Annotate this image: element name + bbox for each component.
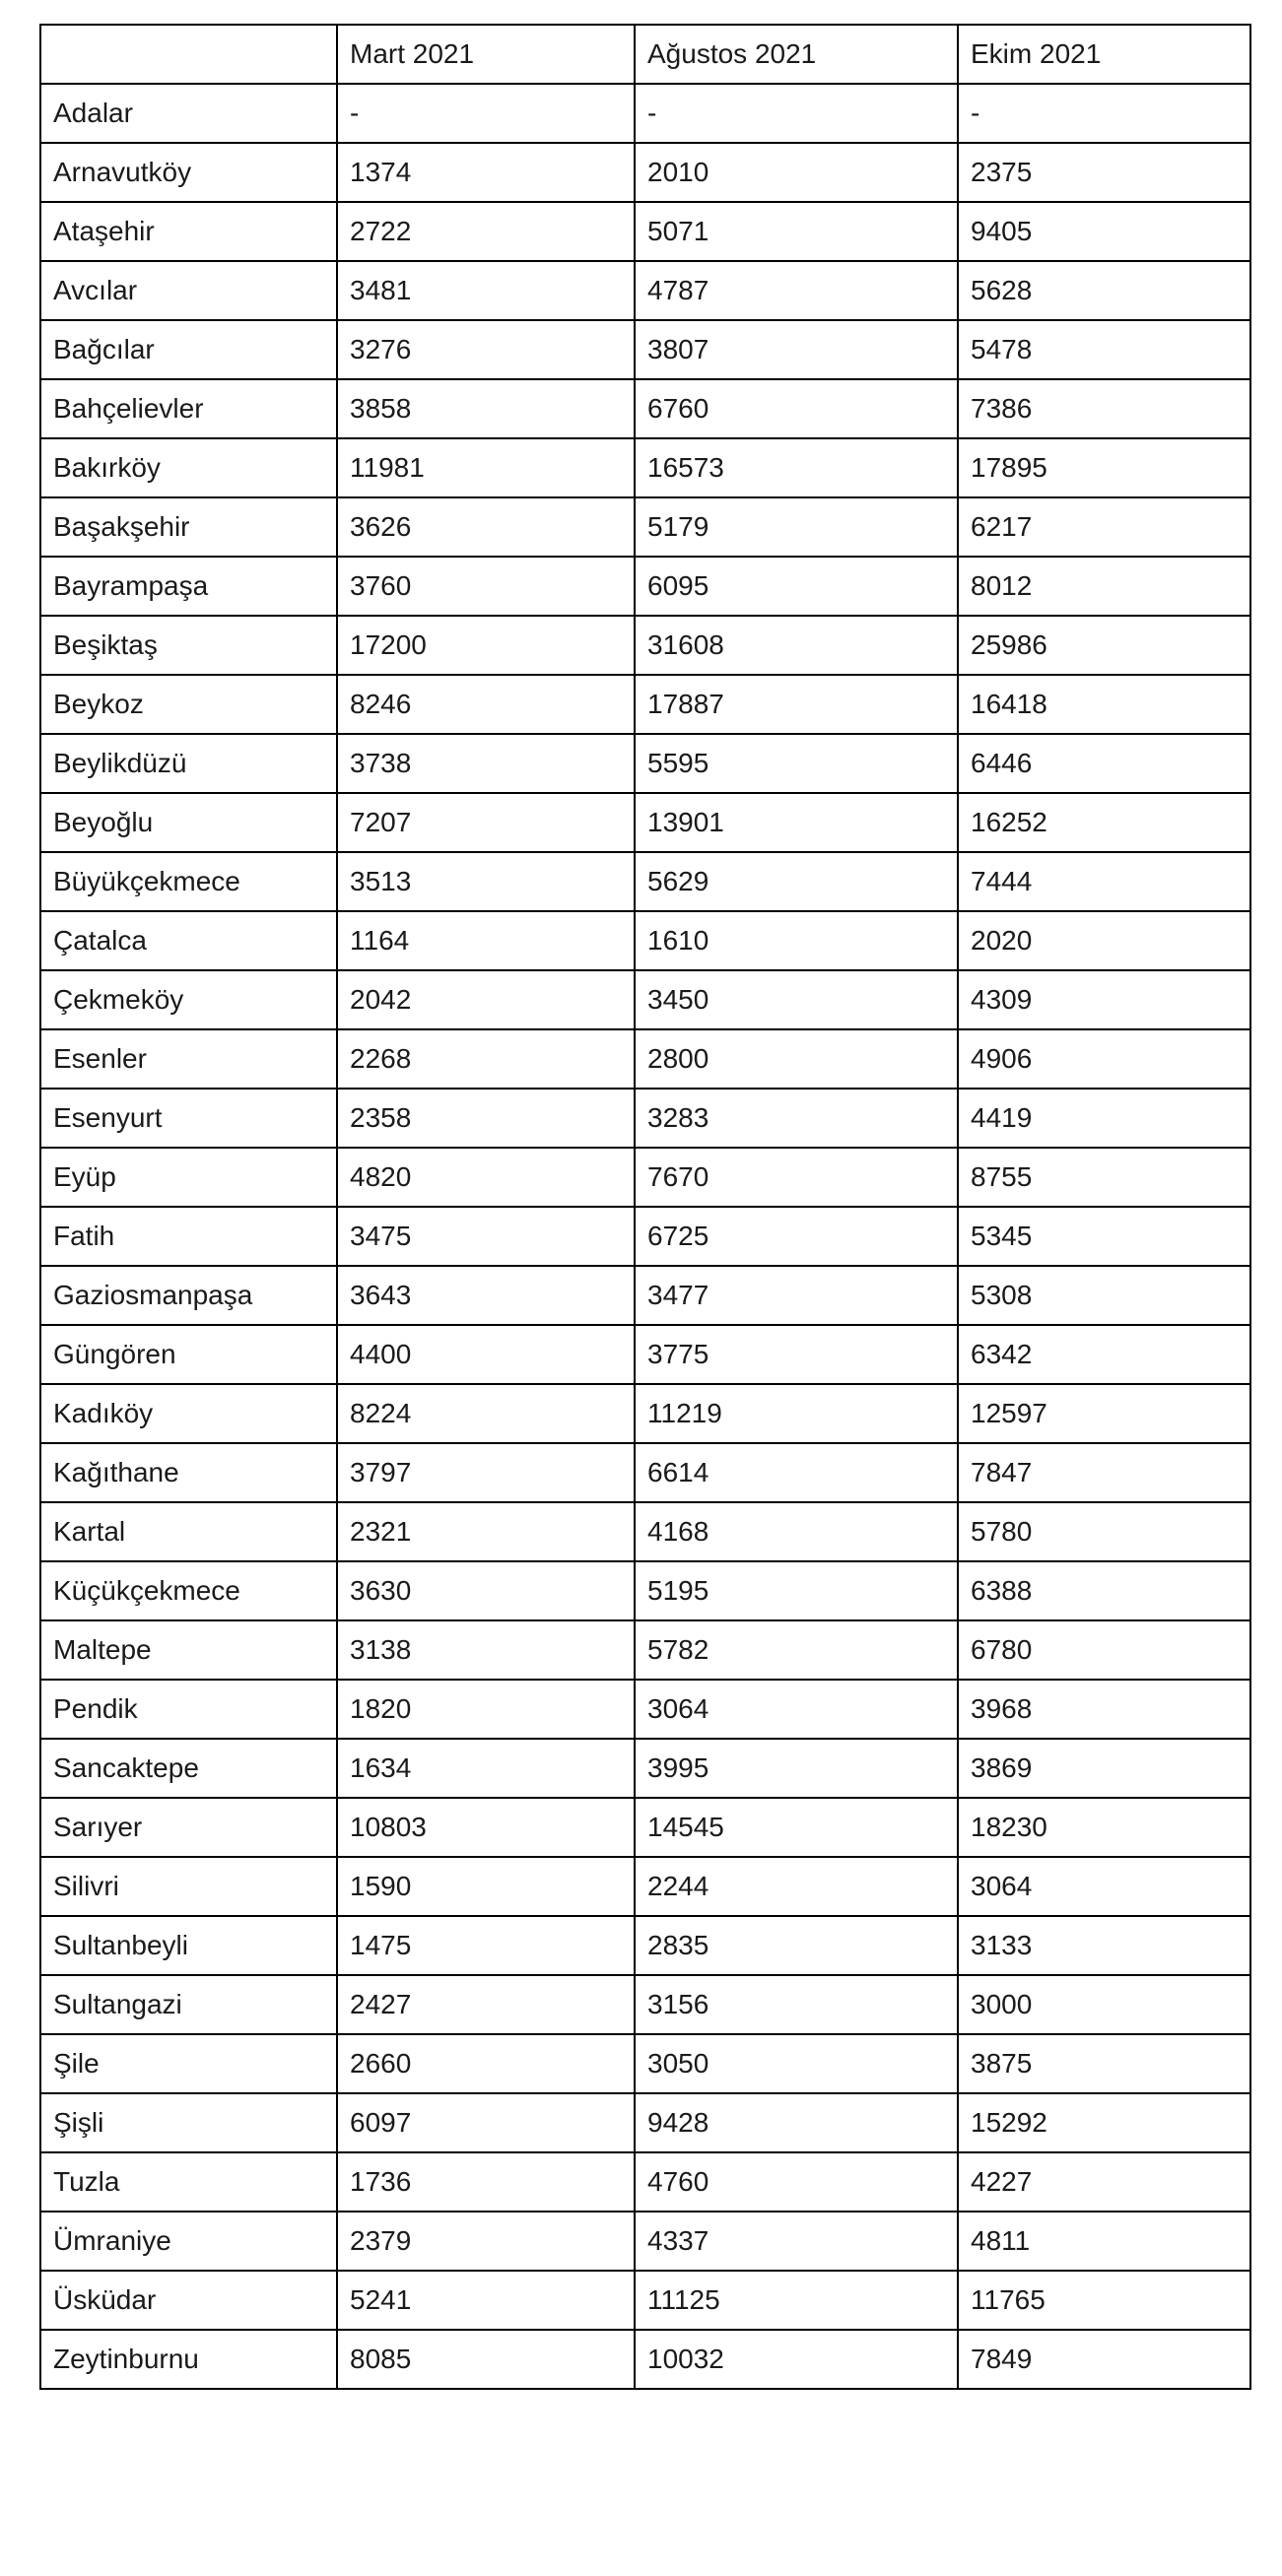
value-cell: 5629 — [635, 852, 958, 911]
value-cell: 3475 — [337, 1207, 635, 1266]
district-name-cell: Sultanbeyli — [40, 1916, 337, 1975]
value-cell: 7444 — [958, 852, 1250, 911]
value-cell: 4820 — [337, 1148, 635, 1207]
value-cell: 1820 — [337, 1680, 635, 1739]
value-cell: 2660 — [337, 2034, 635, 2093]
district-name-cell: Adalar — [40, 84, 337, 143]
district-name-cell: Fatih — [40, 1207, 337, 1266]
table-body — [40, 25, 1250, 2389]
value-cell: 14545 — [635, 1798, 958, 1857]
value-cell: 7849 — [958, 2330, 1250, 2389]
value-cell: - — [337, 84, 635, 143]
table-row — [40, 2093, 1250, 2152]
value-cell: 4168 — [635, 1502, 958, 1561]
value-cell: 2321 — [337, 1502, 635, 1561]
table-row — [40, 793, 1250, 852]
table-row — [40, 1739, 1250, 1798]
table-row — [40, 1975, 1250, 2034]
value-cell: 5179 — [635, 497, 958, 557]
value-cell: 3283 — [635, 1089, 958, 1148]
value-cell: 2358 — [337, 1089, 635, 1148]
value-cell: 5478 — [958, 320, 1250, 379]
value-cell: 6095 — [635, 557, 958, 616]
value-cell: 11981 — [337, 438, 635, 497]
value-cell: 5195 — [635, 1561, 958, 1620]
district-name-cell: Esenler — [40, 1029, 337, 1089]
value-cell: 6097 — [337, 2093, 635, 2152]
value-cell: 5628 — [958, 261, 1250, 320]
table-row — [40, 734, 1250, 793]
value-cell: 3738 — [337, 734, 635, 793]
value-cell: 3133 — [958, 1916, 1250, 1975]
district-name-cell: Beşiktaş — [40, 616, 337, 675]
table-row — [40, 1916, 1250, 1975]
district-name-cell: Bakırköy — [40, 438, 337, 497]
value-cell: 25986 — [958, 616, 1250, 675]
value-cell: 1475 — [337, 1916, 635, 1975]
value-cell: 3064 — [635, 1680, 958, 1739]
district-name-cell: Bağcılar — [40, 320, 337, 379]
data-table — [39, 24, 1251, 2390]
table-row — [40, 1680, 1250, 1739]
value-cell: 2375 — [958, 143, 1250, 202]
district-name-cell: Şişli — [40, 2093, 337, 2152]
table-row — [40, 2152, 1250, 2212]
district-name-cell: Bayrampaşa — [40, 557, 337, 616]
value-cell: 5345 — [958, 1207, 1250, 1266]
value-cell: 7207 — [337, 793, 635, 852]
district-name-cell: Beylikdüzü — [40, 734, 337, 793]
value-cell: 3858 — [337, 379, 635, 438]
header-cell: Ağustos 2021 — [635, 25, 958, 84]
value-cell: 2268 — [337, 1029, 635, 1089]
table-row — [40, 320, 1250, 379]
value-cell: 6217 — [958, 497, 1250, 557]
value-cell: 3064 — [958, 1857, 1250, 1916]
value-cell: 5071 — [635, 202, 958, 261]
value-cell: 13901 — [635, 793, 958, 852]
table-row — [40, 1207, 1250, 1266]
value-cell: 11765 — [958, 2271, 1250, 2330]
value-cell: 3995 — [635, 1739, 958, 1798]
value-cell: 3477 — [635, 1266, 958, 1325]
district-name-cell: Tuzla — [40, 2152, 337, 2212]
value-cell: 4906 — [958, 1029, 1250, 1089]
district-name-cell: Bahçelievler — [40, 379, 337, 438]
table-row — [40, 1089, 1250, 1148]
district-name-cell: Ataşehir — [40, 202, 337, 261]
value-cell: 3760 — [337, 557, 635, 616]
table-row — [40, 1029, 1250, 1089]
district-name-cell: Silivri — [40, 1857, 337, 1916]
value-cell: 2835 — [635, 1916, 958, 1975]
value-cell: 2020 — [958, 911, 1250, 970]
value-cell: 17895 — [958, 438, 1250, 497]
value-cell: 5308 — [958, 1266, 1250, 1325]
value-cell: 3797 — [337, 1443, 635, 1502]
table-row — [40, 2034, 1250, 2093]
district-name-cell: Kartal — [40, 1502, 337, 1561]
value-cell: 10803 — [337, 1798, 635, 1857]
value-cell: 17887 — [635, 675, 958, 734]
value-cell: 3050 — [635, 2034, 958, 2093]
value-cell: 17200 — [337, 616, 635, 675]
value-cell: 3968 — [958, 1680, 1250, 1739]
value-cell: 2379 — [337, 2212, 635, 2271]
value-cell: 11125 — [635, 2271, 958, 2330]
value-cell: 4400 — [337, 1325, 635, 1384]
table-row — [40, 1857, 1250, 1916]
value-cell: 4787 — [635, 261, 958, 320]
value-cell: 1164 — [337, 911, 635, 970]
value-cell: 5241 — [337, 2271, 635, 2330]
district-name-cell: Şile — [40, 2034, 337, 2093]
table-row — [40, 675, 1250, 734]
table-row — [40, 202, 1250, 261]
value-cell: 11219 — [635, 1384, 958, 1443]
value-cell: 4337 — [635, 2212, 958, 2271]
table-row — [40, 2212, 1250, 2271]
district-name-cell: Çekmeköy — [40, 970, 337, 1029]
value-cell: 2722 — [337, 202, 635, 261]
table-row — [40, 970, 1250, 1029]
value-cell: 6446 — [958, 734, 1250, 793]
value-cell: 18230 — [958, 1798, 1250, 1857]
table-row — [40, 1443, 1250, 1502]
table-row — [40, 1561, 1250, 1620]
district-name-cell: Küçükçekmece — [40, 1561, 337, 1620]
table-row — [40, 911, 1250, 970]
district-name-cell: Sarıyer — [40, 1798, 337, 1857]
value-cell: 4309 — [958, 970, 1250, 1029]
value-cell: 3138 — [337, 1620, 635, 1680]
value-cell: 8755 — [958, 1148, 1250, 1207]
value-cell: 8085 — [337, 2330, 635, 2389]
value-cell: 8224 — [337, 1384, 635, 1443]
table-row — [40, 1266, 1250, 1325]
table-row — [40, 1620, 1250, 1680]
table-row — [40, 1502, 1250, 1561]
value-cell: 16252 — [958, 793, 1250, 852]
value-cell: 4760 — [635, 2152, 958, 2212]
data-table-container — [39, 24, 1249, 2390]
value-cell: 3869 — [958, 1739, 1250, 1798]
value-cell: 1610 — [635, 911, 958, 970]
header-cell: Ekim 2021 — [958, 25, 1250, 84]
value-cell: 3481 — [337, 261, 635, 320]
value-cell: 10032 — [635, 2330, 958, 2389]
table-row — [40, 1384, 1250, 1443]
value-cell: 3775 — [635, 1325, 958, 1384]
district-name-cell: Avcılar — [40, 261, 337, 320]
value-cell: 6342 — [958, 1325, 1250, 1384]
district-name-cell: Ümraniye — [40, 2212, 337, 2271]
value-cell: 3156 — [635, 1975, 958, 2034]
value-cell: 3276 — [337, 320, 635, 379]
value-cell: 15292 — [958, 2093, 1250, 2152]
table-row — [40, 2271, 1250, 2330]
table-row — [40, 852, 1250, 911]
value-cell: 3875 — [958, 2034, 1250, 2093]
value-cell: 7670 — [635, 1148, 958, 1207]
value-cell: 5595 — [635, 734, 958, 793]
district-name-cell: Gaziosmanpaşa — [40, 1266, 337, 1325]
value-cell: 3513 — [337, 852, 635, 911]
value-cell: - — [635, 84, 958, 143]
district-name-cell: Arnavutköy — [40, 143, 337, 202]
district-name-cell: Sultangazi — [40, 1975, 337, 2034]
district-name-cell: Güngören — [40, 1325, 337, 1384]
value-cell: 7847 — [958, 1443, 1250, 1502]
value-cell: 16418 — [958, 675, 1250, 734]
district-name-cell: Büyükçekmece — [40, 852, 337, 911]
table-row — [40, 616, 1250, 675]
district-name-cell: Kağıthane — [40, 1443, 337, 1502]
table-header-row — [40, 25, 1250, 84]
value-cell: 8246 — [337, 675, 635, 734]
value-cell: 1374 — [337, 143, 635, 202]
table-row — [40, 1148, 1250, 1207]
table-row — [40, 1325, 1250, 1384]
value-cell: 3626 — [337, 497, 635, 557]
value-cell: - — [958, 84, 1250, 143]
value-cell: 6780 — [958, 1620, 1250, 1680]
district-name-cell: Esenyurt — [40, 1089, 337, 1148]
value-cell: 1634 — [337, 1739, 635, 1798]
value-cell: 31608 — [635, 616, 958, 675]
district-name-cell: Beyoğlu — [40, 793, 337, 852]
district-name-cell: Eyüp — [40, 1148, 337, 1207]
value-cell: 2427 — [337, 1975, 635, 2034]
value-cell: 3000 — [958, 1975, 1250, 2034]
table-row — [40, 261, 1250, 320]
district-name-cell: Kadıköy — [40, 1384, 337, 1443]
table-row — [40, 2330, 1250, 2389]
value-cell: 9405 — [958, 202, 1250, 261]
value-cell: 8012 — [958, 557, 1250, 616]
value-cell: 16573 — [635, 438, 958, 497]
table-row — [40, 379, 1250, 438]
header-cell: Mart 2021 — [337, 25, 635, 84]
value-cell: 5782 — [635, 1620, 958, 1680]
district-name-cell: Beykoz — [40, 675, 337, 734]
table-row — [40, 84, 1250, 143]
table-row — [40, 1798, 1250, 1857]
value-cell: 4811 — [958, 2212, 1250, 2271]
district-name-cell: Başakşehir — [40, 497, 337, 557]
table-row — [40, 557, 1250, 616]
value-cell: 12597 — [958, 1384, 1250, 1443]
value-cell: 3643 — [337, 1266, 635, 1325]
value-cell: 3807 — [635, 320, 958, 379]
value-cell: 7386 — [958, 379, 1250, 438]
value-cell: 1736 — [337, 2152, 635, 2212]
table-row — [40, 497, 1250, 557]
value-cell: 6725 — [635, 1207, 958, 1266]
district-name-cell: Maltepe — [40, 1620, 337, 1680]
district-name-cell: Çatalca — [40, 911, 337, 970]
value-cell: 2244 — [635, 1857, 958, 1916]
district-name-cell: Pendik — [40, 1680, 337, 1739]
value-cell: 3630 — [337, 1561, 635, 1620]
value-cell: 6388 — [958, 1561, 1250, 1620]
table-row — [40, 143, 1250, 202]
value-cell: 4227 — [958, 2152, 1250, 2212]
district-name-cell: Üsküdar — [40, 2271, 337, 2330]
district-name-cell: Sancaktepe — [40, 1739, 337, 1798]
value-cell: 2010 — [635, 143, 958, 202]
value-cell: 6614 — [635, 1443, 958, 1502]
district-name-cell: Zeytinburnu — [40, 2330, 337, 2389]
table-row — [40, 438, 1250, 497]
value-cell: 1590 — [337, 1857, 635, 1916]
header-cell-empty — [40, 25, 337, 84]
value-cell: 2800 — [635, 1029, 958, 1089]
value-cell: 3450 — [635, 970, 958, 1029]
value-cell: 5780 — [958, 1502, 1250, 1561]
value-cell: 6760 — [635, 379, 958, 438]
value-cell: 9428 — [635, 2093, 958, 2152]
value-cell: 4419 — [958, 1089, 1250, 1148]
value-cell: 2042 — [337, 970, 635, 1029]
